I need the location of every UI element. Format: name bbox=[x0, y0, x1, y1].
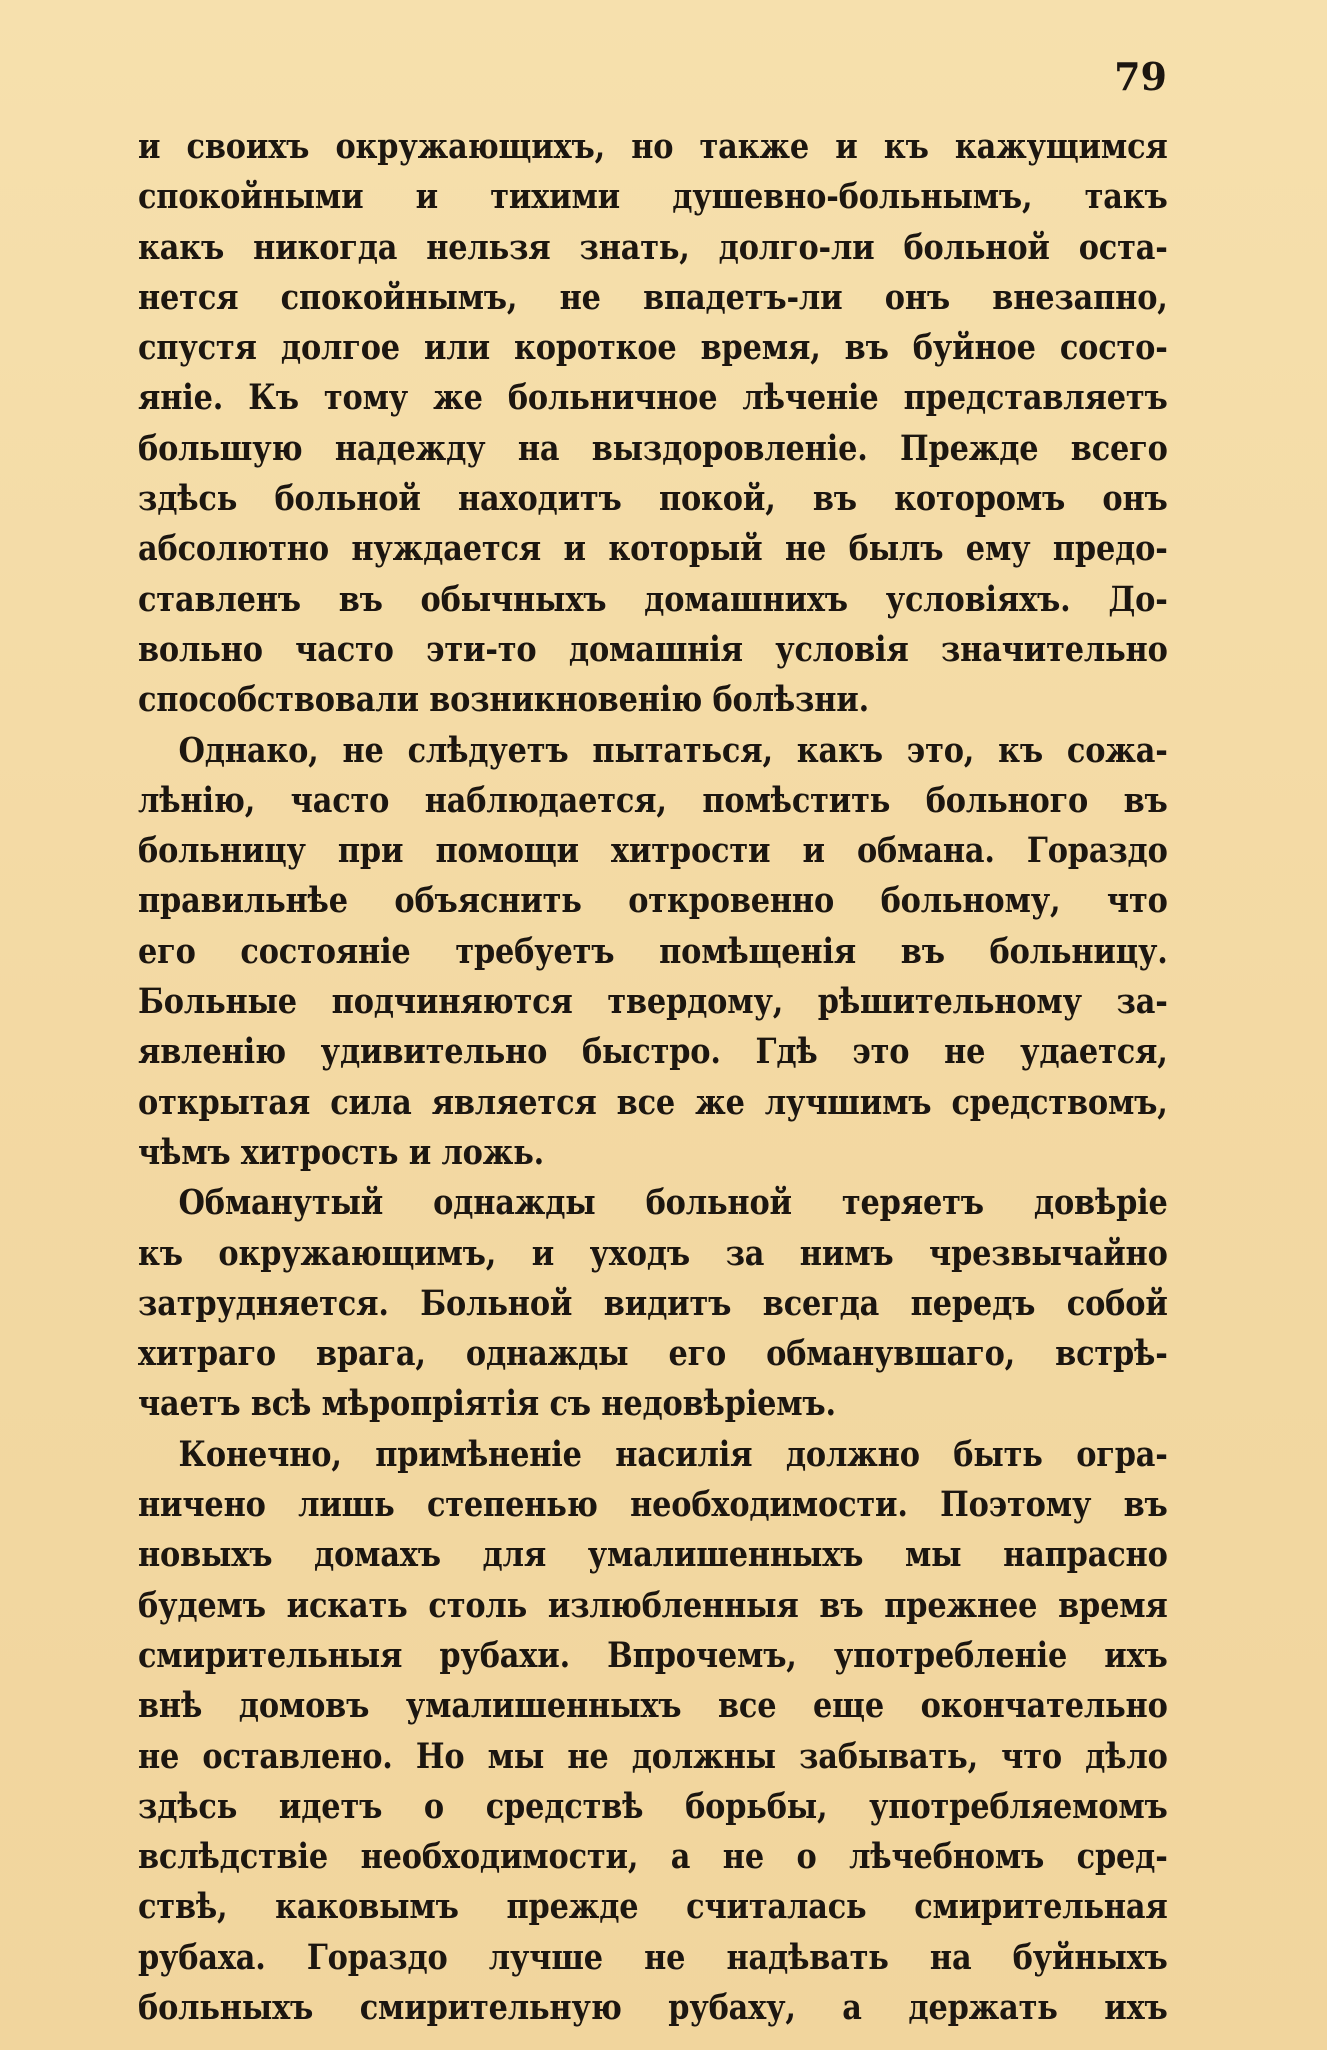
text-line: хитраго врага, однажды его обманувшаго, встрѣ- bbox=[138, 1334, 1168, 1375]
text-line: рубаха. Гораздо лучше не надѣвать на буйныхъ bbox=[138, 1937, 1168, 1978]
text-line: смирительныя рубахи. Впрочемъ, употребленіе ихъ bbox=[138, 1635, 1168, 1676]
text-line: затрудняется. Больной видитъ всегда передъ собой bbox=[138, 1283, 1168, 1324]
text-line: больницу при помощи хитрости и обмана. Гораздо bbox=[138, 831, 1168, 872]
text-line: его состояніе требуетъ помѣщенія въ больницу. bbox=[138, 931, 1168, 972]
paragraph-4 bbox=[138, 1430, 1168, 2034]
paragraph-2 bbox=[138, 726, 1168, 1179]
text-line: не оставлено. Но мы не должны забывать, что дѣло bbox=[138, 1736, 1168, 1777]
text-line: Обманутый однажды больной теряетъ довѣріе bbox=[178, 1183, 1168, 1224]
text-line: спустя долгое или короткое время, въ буйное состо- bbox=[138, 328, 1168, 369]
body-text bbox=[138, 122, 1168, 2033]
text-line: чаетъ всѣ мѣропріятія съ недовѣріемъ. bbox=[138, 1384, 836, 1425]
text-line: будемъ искать столь излюбленныя въ прежнее время bbox=[138, 1585, 1168, 1626]
text-line: абсолютно нуждается и который не былъ ему предо- bbox=[138, 529, 1168, 570]
text-line: какъ никогда нельзя знать, долго-ли больной оста- bbox=[138, 227, 1168, 268]
text-line: ствѣ, каковымъ прежде считалась смирительная bbox=[138, 1887, 1168, 1928]
text-line: здѣсь больной находитъ покой, въ которомъ онъ bbox=[138, 479, 1168, 520]
text-line: Конечно, примѣненіе насилія должно быть огра- bbox=[178, 1434, 1168, 1475]
paragraph-3 bbox=[138, 1178, 1168, 1429]
text-line: спокойными и тихими душевно-больнымъ, такъ bbox=[138, 177, 1168, 218]
page-number: 79 bbox=[1114, 54, 1167, 99]
text-line: новыхъ домахъ для умалишенныхъ мы напрасно bbox=[138, 1535, 1168, 1576]
text-line: яніе. Къ тому же больничное лѣченіе представляетъ bbox=[138, 378, 1168, 419]
text-line: способствовали возникновенію болѣзни. bbox=[138, 680, 870, 721]
text-line: внѣ домовъ умалишенныхъ все еще окончательно bbox=[138, 1686, 1168, 1727]
text-line: явленію удивительно быстро. Гдѣ это не удается, bbox=[138, 1032, 1168, 1073]
text-line: вслѣдствіе необходимости, а не о лѣчебномъ сред- bbox=[138, 1837, 1168, 1878]
text-line: нется спокойнымъ, не впадетъ-ли онъ внезапно, bbox=[138, 277, 1168, 318]
text-line: больныхъ смирительную рубаху, а держать ихъ bbox=[138, 1987, 1168, 2028]
text-line: здѣсь идетъ о средствѣ борьбы, употребляемомъ bbox=[138, 1786, 1168, 1827]
text-line: къ окружающимъ, и уходъ за нимъ чрезвычайно bbox=[138, 1233, 1168, 1274]
text-line: правильнѣе объяснить откровенно больному, что bbox=[138, 881, 1168, 922]
text-line: и своихъ окружающихъ, но также и къ кажущимся bbox=[138, 127, 1168, 167]
text-line: ставленъ въ обычныхъ домашнихъ условіяхъ. До- bbox=[138, 579, 1168, 620]
text-line: чѣмъ хитрость и ложь. bbox=[138, 1132, 545, 1173]
text-line: лѣнію, часто наблюдается, помѣстить больного въ bbox=[138, 780, 1168, 821]
text-line: ничено лишь степенью необходимости. Поэтому въ bbox=[138, 1485, 1168, 1526]
text-line: Однако, не слѣдуетъ пытаться, какъ это, къ сожа- bbox=[178, 730, 1168, 771]
text-line: вольно часто эти-то домашнія условія значительно bbox=[138, 629, 1168, 670]
text-line: большую надежду на выздоровленіе. Прежде всего bbox=[138, 428, 1168, 469]
text-line: открытая сила является все же лучшимъ средствомъ, bbox=[138, 1082, 1168, 1123]
paragraph-1 bbox=[138, 122, 1168, 726]
text-line: Больные подчиняются твердому, рѣшительному за- bbox=[138, 982, 1168, 1023]
